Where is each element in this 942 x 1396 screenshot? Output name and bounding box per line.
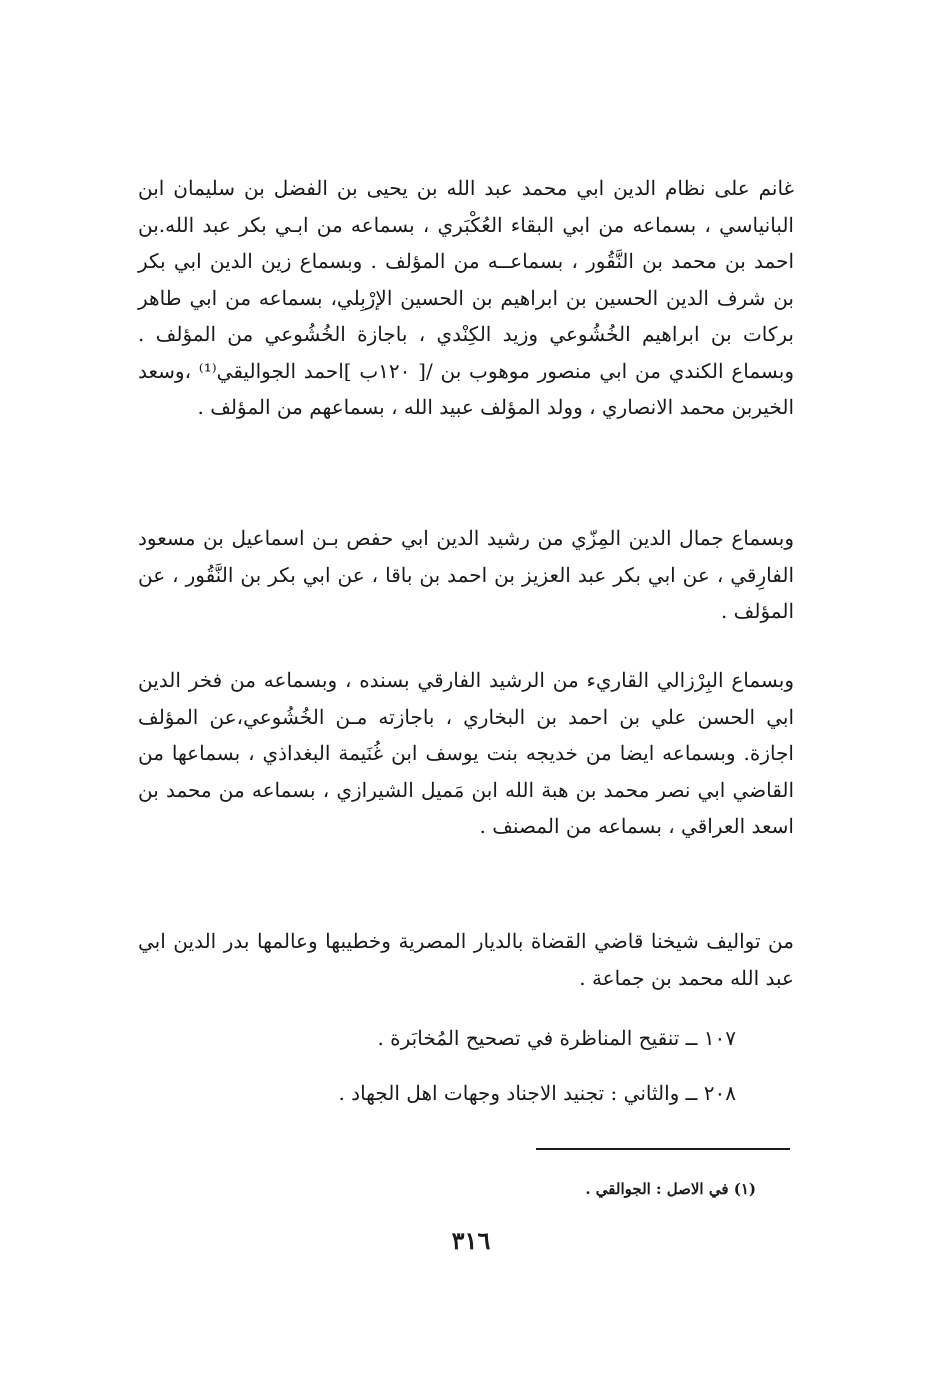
paragraph-text: من تواليف شيخنا قاضي القضاة بالديار المصرية وخطيبها وعالمها بدر الدين ابي عبد الله محمد بن جماعة . bbox=[138, 929, 794, 990]
paragraph-text: وبسماع البِرْزالي القاريء من الرشيد الفارقي بسنده ، وبسماعه من فخر الدين ابي الحسن علي بن احمد بن البخاري ، باجازته مـن الخُشُوعي،عن المؤلف اجازة. وبسماعه ايضا من خديجه بنت يوسف ابن غُنَيمة البغداذي ، بسماعها من القاضي ابي نصر محمد بن هبة الله ابن مَميل الشيرازي ، بسماعه من محمد بن اسعد العراقي ، بسماعه من المصنف . bbox=[138, 668, 794, 838]
paragraph-text: غانم على نظام الدين ابي محمد عبد الله بن يحيى بن الفضل بن سليمان ابن البانياسي ، بسماعه من ابي البقاء العُكْبَري ، بسماعه من ابـي بكر عبد الله.بن احمد بن محمد بن النَّقُور ، بسماعــه من المؤلف . وبسماع زين الدين ابي بكر بن شرف الدين الحسين بن ابراهيم بن الحسين الإرْبِلي، بسماعه من ابي طاهر بركات بن ابراهيم الخُشُوعي وزيد الكِنْدي ، باجازة الخُشُوعي من المؤلف . وبسماع الكندي من ابي منصور موهوب بن /[ ١٢٠ب ]احمد الجواليقي⁽¹⁾ ،وسعد الخيربن محمد الانصاري ، وولد المؤلف عبيد الله ، بسماعهم من المؤلف . bbox=[138, 176, 794, 419]
list-item-107: ١٠٧ ــ تنقيح المناظرة في تصحيح المُخابَرة . bbox=[377, 1026, 736, 1050]
footnote-divider bbox=[536, 1148, 790, 1150]
paragraph-birzali bbox=[138, 662, 794, 845]
paragraph-ibn-jamaa bbox=[138, 923, 794, 996]
paragraph-mizzi bbox=[138, 520, 794, 630]
paragraph-text: وبسماع جمال الدين المِزّي من رشيد الدين ابي حفص بـن اسماعيل بن مسعود الفارِقي ، عن ابي بكر عبد العزيز بن احمد بن باقا ، عن ابي بكر بن النَّقُور ، عن المؤلف . bbox=[138, 526, 795, 623]
footnote: (١) في الاصل : الجوالقي . bbox=[585, 1180, 756, 1198]
list-item-208: ٢٠٨ ــ والثاني : تجنيد الاجناد وجهات اهل الجهاد . bbox=[338, 1081, 736, 1105]
paragraph-chain-of-transmission bbox=[138, 170, 794, 426]
page-number: ٣١٦ bbox=[451, 1226, 491, 1255]
